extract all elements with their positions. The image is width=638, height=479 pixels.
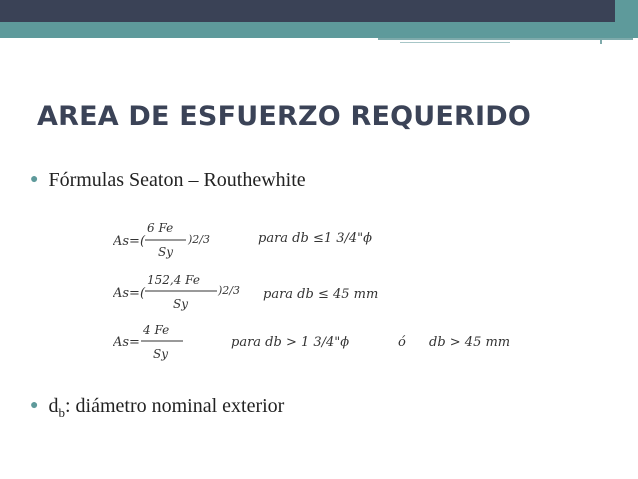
formula-2-numerator: 152,4 Fe (147, 273, 200, 287)
bullet-text: Fórmulas Seaton – Routhewhite (48, 169, 306, 191)
formula-1-condition: para db ≤1 3/4"ϕ (258, 231, 373, 246)
formula-2-condition: para db ≤ 45 mm (263, 287, 379, 302)
formula-image (113, 210, 533, 370)
bullet-db-definition (30, 395, 284, 418)
decorative-line (400, 42, 510, 43)
header-bar-dark (0, 0, 615, 22)
formula-1-numerator: 6 Fe (147, 221, 174, 235)
header-bar-corner (615, 0, 638, 22)
formula-2-lhs: As=( (113, 286, 146, 301)
formula-3-condition: para db > 1 3/4"ϕ (231, 335, 350, 350)
decorative-line (378, 38, 633, 40)
formula-1-exponent: )2/3 (188, 233, 210, 246)
db-subscript: b (58, 405, 65, 420)
formula-3-or: ó (398, 335, 406, 350)
formula-2-exponent: )2/3 (218, 284, 240, 297)
formula-2-denominator: Sy (173, 297, 188, 311)
formula-3-lhs: As= (113, 335, 140, 350)
formula-3-numerator: 4 Fe (143, 323, 170, 337)
formula-3-denominator: Sy (153, 347, 168, 361)
formula-3-alt-condition: db > 45 mm (429, 335, 511, 350)
db-symbol: d (48, 395, 59, 417)
bullet-text: : diámetro nominal exterior (64, 395, 285, 417)
decorative-line (600, 38, 602, 44)
formula-1-lhs: As=( (113, 234, 146, 249)
bullet-dot-icon: ● (30, 398, 39, 413)
bullet-dot-icon: ● (30, 172, 39, 187)
formulas-svg (113, 210, 533, 370)
bullet-formulas (30, 169, 306, 192)
formula-1-denominator: Sy (158, 245, 173, 259)
slide-title: AREA DE ESFUERZO REQUERIDO (37, 101, 532, 132)
header-bar-teal (0, 22, 638, 38)
